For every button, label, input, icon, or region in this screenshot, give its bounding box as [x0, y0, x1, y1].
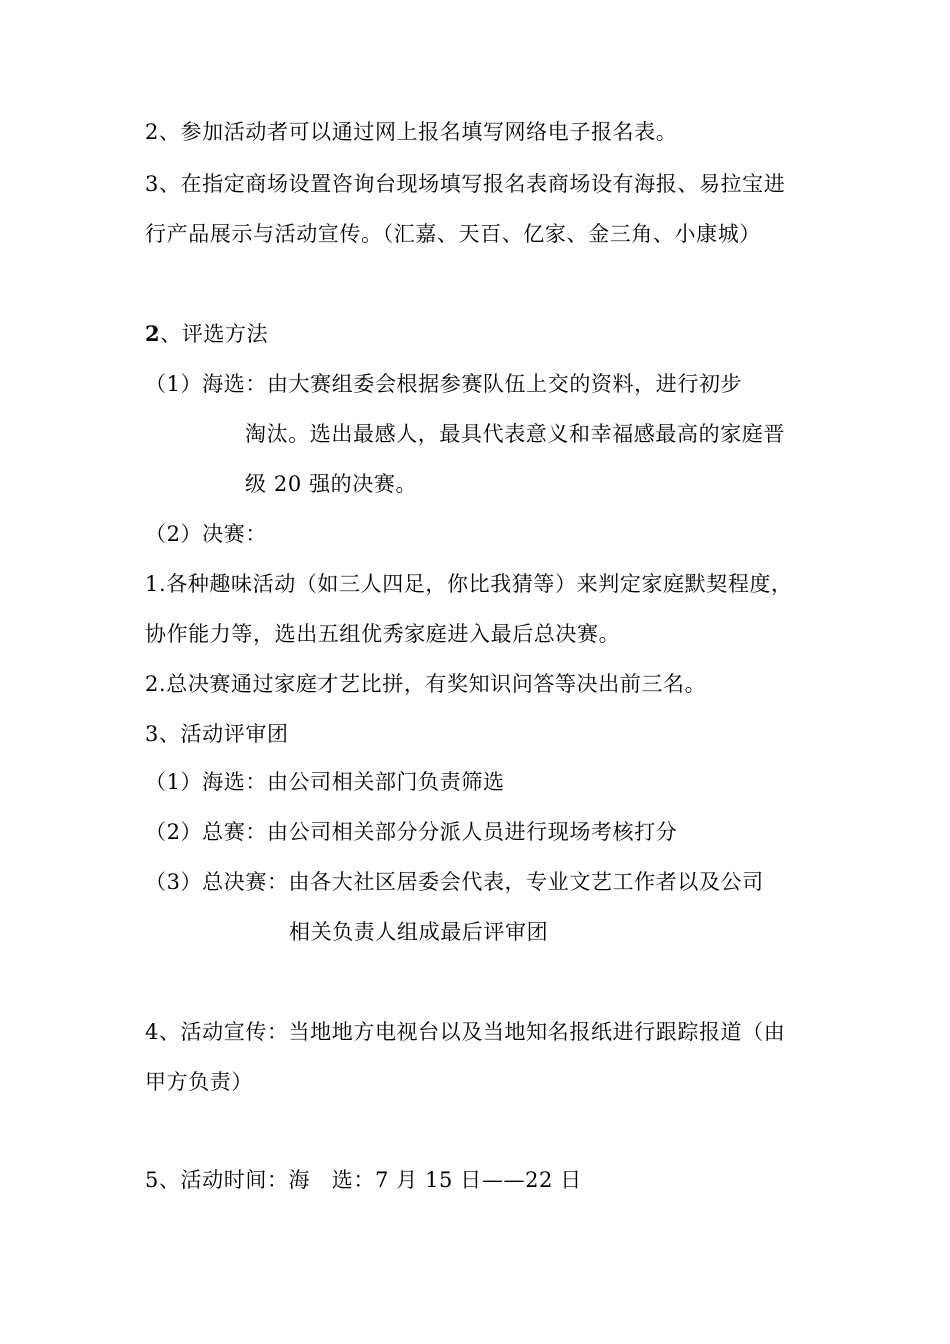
audition-line3: 级 20 强的决赛。: [245, 472, 418, 496]
final-round-item2: 2.总决赛通过家庭才艺比拼，有奖知识问答等决出前三名。: [145, 672, 707, 696]
section-heading-selection-method: [145, 320, 268, 348]
judging-main-round: （2）总赛：由公司相关部分分派人员进行现场考核打分: [145, 820, 678, 844]
section-number: 2: [145, 321, 161, 346]
registration-method-2: 2、参加活动者可以通过网上报名填写网络电子报名表。: [145, 120, 678, 144]
judging-grand-final-line2: 相关负责人组成最后评审团: [289, 920, 549, 944]
final-round-label: （2）决赛：: [145, 522, 267, 546]
registration-method-3-line2: 行产品展示与活动宣传。（汇嘉、天百、亿家、金三角、小康城）: [145, 222, 761, 246]
audition-line2: 淘汰。选出最感人，最具代表意义和幸福感最高的家庭晋: [245, 422, 785, 446]
section-heading-judging-panel: 3、活动评审团: [145, 722, 289, 746]
registration-method-3-line1: 3、在指定商场设置咨询台现场填写报名表商场设有海报、易拉宝进: [145, 172, 786, 196]
publicity-line1: 4、活动宣传：当地地方电视台以及当地知名报纸进行跟踪报道（由: [145, 1020, 786, 1044]
final-round-item1-line1: 1.各种趣味活动（如三人四足，你比我猜等）来判定家庭默契程度，: [145, 572, 793, 596]
final-round-item1-line2: 协作能力等，选出五组优秀家庭进入最后总决赛。: [145, 622, 621, 646]
judging-grand-final-line1: （3）总决赛：由各大社区居委会代表，专业文艺工作者以及公司: [145, 870, 764, 894]
judging-audition: （1）海选：由公司相关部门负责筛选: [145, 770, 505, 794]
audition-line1: （1）海选：由大赛组委会根据参赛队伍上交的资料，进行初步: [145, 372, 743, 396]
activity-time: 5、活动时间：海 选：7 月 15 日——22 日: [145, 1168, 582, 1192]
publicity-line2: 甲方负责）: [145, 1070, 253, 1094]
section-title: 、评选方法: [160, 322, 269, 346]
